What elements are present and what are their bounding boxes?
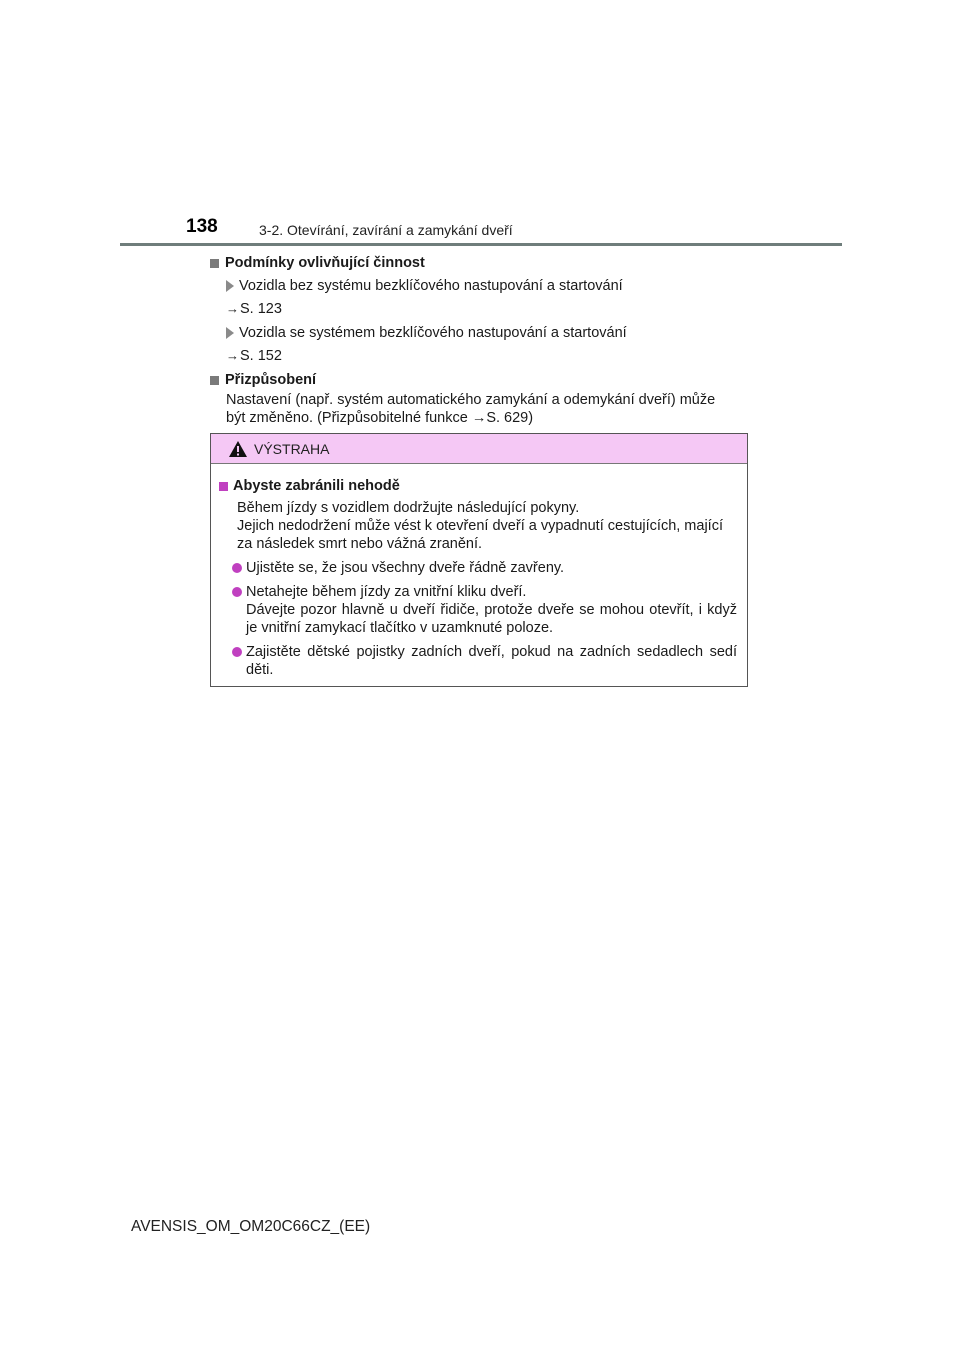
square-bullet-icon [210,376,219,385]
conditions-heading-text: Podmínky ovlivňující činnost [225,255,425,271]
conditions-list [226,277,750,365]
warning-heading [219,477,737,495]
conditions-heading [210,254,750,272]
warning-triangle-icon [228,440,248,458]
customization-line-1: Nastavení (např. systém automatického zamykání a odemykání dveří) může [226,392,716,408]
warning-header [211,434,747,464]
round-bullet-icon [232,587,242,597]
bullet-text: Ujistěte se, že jsou všechny dveře řádně zavřeny. [246,560,565,576]
square-bullet-icon [219,482,228,491]
list-item [232,643,737,679]
document-code: AVENSIS_OM_OM20C66CZ_(EE) [131,1218,371,1235]
main-content [210,254,750,439]
round-bullet-icon [232,563,242,573]
triangle-bullet-icon [226,280,234,292]
reference-text: S. 123 [240,301,282,317]
section-title: 3-2. Otevírání, zavírání a zamykání dveří [259,222,513,238]
triangle-bullet-icon [226,327,234,339]
customization-reference[interactable]: S. 629) [486,410,534,426]
list-item [226,277,750,295]
customization-heading [210,371,750,389]
customization-text [226,391,750,427]
round-bullet-icon [232,647,242,657]
list-item [232,583,737,637]
bullet-content [246,583,737,637]
list-item [232,559,737,577]
warning-intro-line-2: Jejich nedodržení může vést k otevření dveří a vypadnutí cestujících, mající za následek smrt nebo vážná zranění. [237,518,723,552]
bullet-text: Netahejte během jízdy za vnitřní kliku dveří. [246,584,527,600]
arrow-right-icon: → [471,410,487,426]
warning-body [211,464,747,679]
customization-line-2 [226,409,750,427]
square-bullet-icon [210,259,219,268]
arrow-right-icon: → [226,348,239,363]
item-label: Vozidla se systémem bezklíčového nastupování a startování [239,325,627,341]
customization-line-2-prefix: být změněno. (Přizpůsobitelné funkce [226,410,472,426]
item-label: Vozidla bez systému bezklíčového nastupování a startování [239,278,623,294]
customization-heading-text: Přizpůsobení [225,372,317,388]
bullet-detail: Dávejte pozor hlavně u dveří řidiče, protože dveře se mohou otevřít, i když je vnitřní zamykací tlačítko v uzamknuté poloze. [246,602,737,636]
header-divider [120,243,842,246]
bullet-text: Zajistěte dětské pojistky zadních dveří, pokud na zadních sedadlech sedí děti. [246,644,737,678]
list-item [226,324,750,342]
warning-intro-line-1: Během jízdy s vozidlem dodržujte následující pokyny. [237,500,580,516]
warning-box [210,433,748,687]
page-reference[interactable] [226,300,750,318]
page-number: 138 [186,216,218,237]
warning-intro [237,499,737,553]
arrow-right-icon: → [226,301,239,316]
page-reference[interactable] [226,347,750,365]
warning-title: VÝSTRAHA [254,440,330,457]
warning-heading-text: Abyste zabránili nehodě [233,478,400,494]
reference-text: S. 152 [240,348,282,364]
